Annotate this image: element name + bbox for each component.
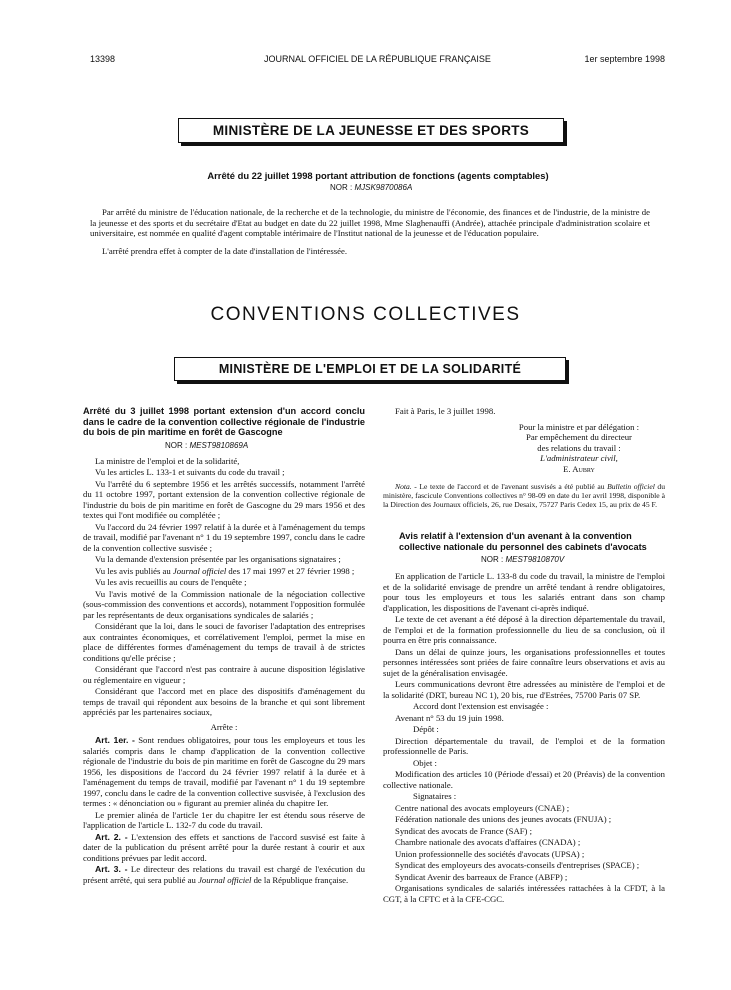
paragraph: Vu l'avis motivé de la Commission nationale de la négociation collective (sous-commission des conventions et accords), notamment l'opposition formulée par les représentants de deux organisations syndicales de salariés ; bbox=[83, 588, 365, 620]
article-3 bbox=[83, 864, 365, 885]
done-at: Fait à Paris, le 3 juillet 1998. bbox=[395, 406, 496, 416]
nor-line-1 bbox=[330, 183, 412, 192]
paragraph: Accord dont l'extension est envisagée : bbox=[413, 701, 549, 711]
paragraph: Leurs communications devront être adressées au ministère de l'emploi et de la solidarité (DRT, bureau NC 1), 20 bis, rue d'Estrées, 75700 Paris 07 SP. bbox=[383, 679, 665, 700]
section-title: CONVENTIONS COLLECTIVES bbox=[210, 304, 521, 325]
paragraph: Dépôt : bbox=[413, 724, 439, 734]
signature-line: Par empêchement du directeur bbox=[526, 432, 632, 442]
article-label: Art. 3. - bbox=[95, 864, 128, 874]
paragraph: Considérant que l'accord n'est pas contraire à aucune disposition législative ou réglementaire en vigueur ; bbox=[83, 664, 365, 685]
nor-code: MJSK9870086A bbox=[354, 183, 413, 192]
ministry-box-jeunesse: MINISTÈRE DE LA JEUNESSE ET DES SPORTS bbox=[178, 118, 564, 143]
text: Le directeur des relations du travail est chargé de l'exécution du présent arrêté, qui sera publié au bbox=[83, 864, 365, 885]
nota-label: Nota. - bbox=[395, 482, 417, 491]
page-number: 13398 bbox=[90, 54, 116, 64]
text: de la République française. bbox=[251, 874, 349, 885]
page-header bbox=[90, 54, 665, 68]
article-label: Art. 2. - bbox=[95, 831, 128, 842]
decree-effect: L'arrêté prendra effet à compter de la date d'installation de l'intéressée. bbox=[102, 246, 348, 256]
nor-line-2 bbox=[165, 441, 365, 450]
paragraph: Signataires : bbox=[413, 791, 457, 801]
decree-title: Arrêté du 22 juillet 1998 portant attribution de fonctions (agents comptables) bbox=[207, 170, 549, 181]
text: Vu les avis publiés au bbox=[95, 565, 173, 576]
text: Le texte de l'accord et de l'avenant susvisés a été publié au bbox=[416, 482, 608, 491]
journal-title: JOURNAL OFFICIEL DE LA RÉPUBLIQUE FRANÇAISE bbox=[264, 54, 491, 64]
arrete-title: Arrêté du 3 juillet 1998 portant extension d'un accord conclu dans le cadre de la convention collective régionale de l'industrie du bois de pin maritime en forêt de Gascogne bbox=[83, 406, 365, 437]
paragraph: Vu l'accord du 24 février 1997 relatif à la durée et à l'aménagement du temps de travail, modifié par l'avenant n° 1 du 19 septembre 1997, conclu dans le cadre de la convention collective susvisée ; bbox=[83, 521, 365, 553]
nor-label: NOR : bbox=[165, 440, 188, 450]
paragraph bbox=[83, 566, 365, 577]
paragraph: En application de l'article L. 133-8 du code du travail, la ministre de l'emploi et de la solidarité envisage de prendre un arrêté tendant à rendre obligatoires, pour tous les employeurs et tous les salariés entrant dans son champ d'application, les dispositions de l'avenant ci-après indiqué. bbox=[383, 571, 665, 613]
nor-code: MEST9810869A bbox=[189, 440, 249, 450]
journal-ref: Journal officiel bbox=[198, 874, 252, 885]
paragraph: Vu les articles L. 133-1 et suivants du code du travail ; bbox=[95, 467, 285, 477]
paragraph: Dans un délai de quinze jours, les organisations professionnelles et toutes personnes intéressées sont priées de faire connaître leurs observations et avis au sujet de la généralisation envisagée. bbox=[383, 646, 665, 678]
nota bbox=[383, 482, 665, 509]
text: du ministère, fascicule Conventions collectives n° 98-09 en date du 1er avril 1998, disponible à la Direction des Journaux officiels, 26, rue Desaix, 75727 Paris Cedex 15, au prix de 45 F. bbox=[383, 482, 665, 509]
signatory: Syndicat des employeurs des avocats-conseils d'entreprises (SPACE) ; bbox=[395, 860, 640, 870]
signatory: Organisations syndicales de salariés intéressées rattachées à la CFDT, à la CGT, à la CFTC et à la CFE-CGC. bbox=[383, 883, 665, 904]
issue-date: 1er septembre 1998 bbox=[584, 54, 665, 64]
paragraph: Vu les avis recueillis au cours de l'enquête ; bbox=[95, 577, 247, 587]
nor-line-3 bbox=[481, 555, 665, 564]
avis-title: Avis relatif à l'extension d'un avenant à la convention collective nationale du personnel des cabinets d'avocats bbox=[399, 531, 647, 552]
paragraph: Modification des articles 10 (Période d'essai) et 20 (Préavis) de la convention collective nationale. bbox=[383, 769, 665, 790]
text: Sont rendues obligatoires, pour tous les employeurs et tous les salariés compris dans le champ d'application de la convention collective régionale de l'industrie du bois de pin maritime en forêt de Gascogne du 29 mars 1956, les dispositions de l'accord du 24 février 1997 relatif à la durée et à l'aménagement du temps de travail, modifié par l'avenant n° 1 du 19 septembre 1997, conclu dans le cadre de la convention collective susvisée, à l'exclusion des termes : « dénonciation ou » figurant au premier alinéa du chapitre Ier. bbox=[83, 735, 365, 808]
signatory: Centre national des avocats employeurs (CNAE) ; bbox=[395, 802, 570, 813]
signatory: Chambre nationale des avocats d'affaires (CNADA) ; bbox=[395, 837, 581, 847]
paragraph: La ministre de l'emploi et de la solidarité, bbox=[95, 455, 240, 466]
signatory: Fédération nationale des unions des jeunes avocats (FNUJA) ; bbox=[395, 814, 612, 824]
paragraph: Considérant que la loi, dans le souci de favoriser l'adaptation des entreprises aux contraintes économiques, et corrélativement l'emploi, permet la mise en place de différentes formes d'aménagement du temps de travail à de strictes conditions qu'elle précise ; bbox=[83, 621, 365, 663]
paragraph: Vu l'arrêté du 6 septembre 1956 et les arrêtés successifs, notamment l'arrêté du 11 octobre 1997, portant extension de la convention collective régionale de l'industrie du bois de pin maritime en forêt de Gascogne du 29 mars 1956 et des textes qui l'ont modifiée ou complétée ; bbox=[83, 478, 365, 520]
journal-ref: Journal officiel bbox=[172, 565, 227, 576]
signatory: Union professionnelle des sociétés d'avocats (UPSA) ; bbox=[395, 848, 585, 859]
paragraph: Vu la demande d'extension présentée par les organisations signataires ; bbox=[95, 554, 341, 564]
nor-code: MEST9810870V bbox=[505, 555, 565, 564]
paragraph: Objet : bbox=[413, 757, 437, 768]
signature-line: des relations du travail : bbox=[537, 442, 621, 453]
nor-label: NOR : bbox=[481, 555, 504, 564]
ministry-box-emploi: MINISTÈRE DE L'EMPLOI ET DE LA SOLIDARITÉ bbox=[174, 357, 566, 381]
signature-line: Pour la ministre et par délégation : bbox=[518, 421, 640, 432]
decree-body: Par arrêté du ministre de l'éducation nationale, de la recherche et de la technologie, du ministre de l'économie, des finances et de l'industrie, de la ministre de la jeunesse et des sports et du secrétaire d'Etat au budget en date du 22 juillet 1998, Mme Slaghenauffi (Andrée), attachée principale d'administration scolaire et universitaire, est nommée en qualité d'agent comptable intérimaire de l'Institut national de la jeunesse et de l'éducation populaire. bbox=[90, 207, 650, 238]
nor-label: NOR : bbox=[330, 183, 353, 192]
bulletin-ref: Bulletin officiel bbox=[607, 482, 655, 491]
paragraph: Avenant n° 53 du 19 juin 1998. bbox=[395, 712, 504, 723]
article-1 bbox=[83, 735, 365, 809]
article-2 bbox=[83, 832, 365, 864]
text: L'extension des effets et sanctions de l'accord susvisé est faite à dater de la publication du présent arrêté pour la durée restant à courir et aux conditions prévues par ledit accord. bbox=[83, 831, 365, 863]
paragraph: Le texte de cet avenant a été déposé à la direction départementale du travail, de l'emploi et de la formation professionnelle du lieu de sa conclusion, où il pourra en être pris connaissance. bbox=[383, 614, 665, 645]
text: des 17 mai 1997 et 27 février 1998 ; bbox=[226, 565, 355, 576]
article-label: Art. 1er. - bbox=[95, 735, 135, 745]
signature-block bbox=[383, 422, 665, 475]
arrete-heading: Arrête : bbox=[210, 721, 238, 732]
signatory-name: E. Aubry bbox=[563, 463, 595, 474]
article-1-para-2: Le premier alinéa de l'article 1er du chapitre Ier est étendu sous réserve de l'application de l'article L. 132-7 du code du travail. bbox=[83, 809, 365, 830]
signatory: Syndicat Avenir des barreaux de France (ABFP) ; bbox=[395, 871, 568, 882]
left-column bbox=[83, 406, 365, 885]
signature-line: L'administrateur civil, bbox=[540, 453, 618, 463]
paragraph: Direction départementale du travail, de l'emploi et de la formation professionnelle de Paris. bbox=[383, 735, 665, 756]
signatory: Syndicat des avocats de France (SAF) ; bbox=[395, 825, 533, 836]
paragraph: Considérant que l'accord met en place des dispositifs d'aménagement du temps de travail qui répondent aux besoins de la branche et qui sont librement appréciés par les partenaires sociaux, bbox=[83, 686, 365, 717]
right-column bbox=[383, 406, 665, 904]
